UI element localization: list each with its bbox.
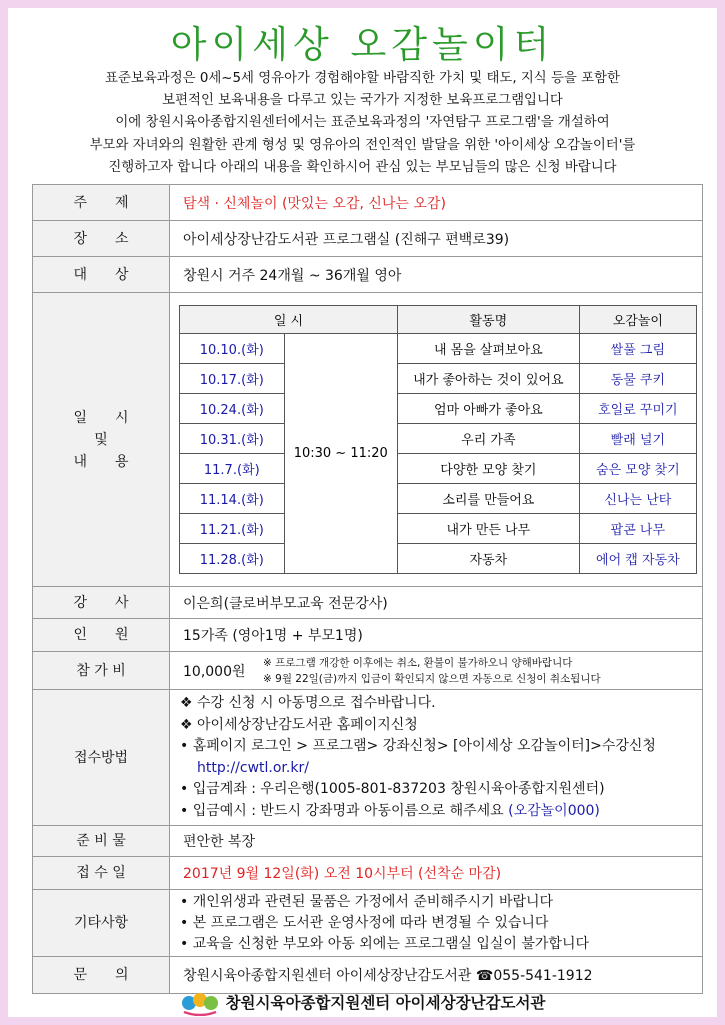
schedule-play: 동물 쿠키	[579, 364, 696, 394]
schedule-date: 11.28.(화)	[180, 544, 285, 574]
etc-line: • 개인위생과 관련된 물품은 가정에서 준비해주시기 바랍니다	[180, 893, 554, 910]
schedule-date: 10.24.(화)	[180, 394, 285, 424]
schedule-date: 11.14.(화)	[180, 484, 285, 514]
schedule-row	[180, 364, 697, 394]
schedule-label: 일 시 및 내 용	[33, 293, 170, 586]
schedule-play: 쌀풀 그림	[579, 334, 696, 364]
instructor-label: 강 사	[33, 587, 170, 618]
schedule-row	[180, 454, 697, 484]
page-title: 아이세상 오감놀이터	[170, 23, 555, 66]
contact-label: 문 의	[33, 957, 170, 993]
capacity-label: 인 원	[33, 619, 170, 651]
intro-line: 이에 창원시육아종합지원센터에서는 표준보육과정의 '자연탐구 프로그램'을 개설하여	[115, 115, 610, 131]
row-subject	[33, 185, 702, 221]
prepare-value: 편안한 복장	[183, 834, 256, 850]
method-line: ❖ 아이세상장난감도서관 홈페이지신청	[180, 716, 418, 733]
apply-date-value: 2017년 9월 12일(화) 오전 10시부터 (선착순 마감)	[183, 866, 502, 882]
center-logo-icon	[180, 988, 220, 1016]
target-label: 대 상	[33, 257, 170, 292]
contact-value: 창원시육아종합지원센터 아이세상장난감도서관 ☎055-541-1912	[183, 968, 593, 984]
schedule-time: 10:30 ~ 11:20	[284, 334, 397, 574]
row-schedule	[33, 293, 702, 587]
intro-line: 보편적인 보육내용을 다루고 있는 국가가 지정한 보육프로그램입니다	[162, 93, 563, 109]
place-label: 장 소	[33, 221, 170, 256]
instructor-value: 이은희(클로버부모교육 전문강사)	[183, 595, 388, 612]
schedule-play: 신나는 난타	[579, 484, 696, 514]
prepare-label: 준 비 물	[33, 826, 170, 856]
homepage-link[interactable]: http://cwtl.or.kr/	[197, 759, 309, 776]
schedule-header-datetime: 일 시	[180, 306, 398, 334]
schedule-row	[180, 394, 697, 424]
etc-label: 기타사항	[33, 890, 170, 956]
row-target	[33, 257, 702, 293]
fee-label: 참 가 비	[33, 652, 170, 689]
row-fee	[33, 652, 702, 690]
place-value: 아이세상장난감도서관 프로그램실 (진해구 편백로39)	[183, 231, 510, 248]
schedule-header-play: 오감놀이	[579, 306, 696, 334]
schedule-activity: 엄마 아빠가 좋아요	[397, 394, 579, 424]
method-line: • 홈페이지 로그인 > 프로그램> 강좌신청> [아이세상 오감놀이터]>수강신청	[180, 738, 656, 754]
method-label: 접수방법	[33, 690, 170, 825]
schedule-activity: 다양한 모양 찾기	[397, 454, 579, 484]
row-place	[33, 221, 702, 257]
intro-line: 부모와 자녀와의 원활한 관계 형성 및 영유아의 전인적인 발달을 위한 '아이세상 오감놀이터'를	[89, 137, 636, 153]
etc-line: • 교육을 신청한 부모와 아동 외에는 프로그램실 입실이 불가합니다	[180, 935, 590, 952]
info-table	[32, 184, 703, 994]
apply-date-label: 접 수 일	[33, 857, 170, 889]
intro-line: 진행하고자 합니다 아래의 내용을 확인하시어 관심 있는 부모님들의 많은 신청 바랍니다	[108, 159, 617, 175]
fee-value: 10,000원	[183, 663, 246, 680]
schedule-row	[180, 484, 697, 514]
row-prepare	[33, 826, 702, 857]
schedule-play: 숨은 모양 찾기	[579, 454, 696, 484]
capacity-value: 15가족 (영아1명 + 부모1명)	[183, 628, 363, 644]
fee-note-refund: ※ 프로그램 개강한 이후에는 취소, 환불이 불가하오니 양해바랍니다	[263, 656, 573, 669]
schedule-date: 10.31.(화)	[180, 424, 285, 454]
schedule-play: 호일로 꾸미기	[579, 394, 696, 424]
schedule-activity: 내 몸을 살펴보아요	[397, 334, 579, 364]
schedule-header-activity: 활동명	[397, 306, 579, 334]
schedule-date: 11.21.(화)	[180, 514, 285, 544]
intro-line: 표준보육과정은 0세~5세 영유아가 경험해야할 바람직한 가치 및 태도, 지식 등을 포함한	[105, 71, 620, 86]
schedule-row	[180, 334, 697, 364]
method-line: • 입금계좌 : 우리은행(1005-801-837203 창원시육아종합지원센터)	[180, 781, 605, 797]
schedule-row	[180, 424, 697, 454]
schedule-table	[179, 305, 697, 574]
footer	[8, 988, 717, 1016]
schedule-activity: 소리를 만들어요	[397, 484, 579, 514]
schedule-row	[180, 514, 697, 544]
etc-line: • 본 프로그램은 도서관 운영사정에 따라 변경될 수 있습니다	[180, 914, 549, 931]
method-line: • 입금예시 : 반드시 강좌명과 아동이름으로 해주세요	[180, 802, 509, 819]
intro-text	[8, 68, 717, 179]
flyer-page	[8, 8, 717, 1017]
schedule-date: 10.17.(화)	[180, 364, 285, 394]
schedule-date: 11.7.(화)	[180, 454, 285, 484]
schedule-activity: 내가 좋아하는 것이 있어요	[397, 364, 579, 394]
schedule-play: 팝콘 나무	[579, 514, 696, 544]
row-capacity	[33, 619, 702, 652]
method-example: (오감놀이000)	[508, 802, 600, 819]
subject-value: 탐색 · 신체놀이 (맛있는 오감, 신나는 오감)	[183, 195, 446, 212]
target-value: 창원시 거주 24개월 ~ 36개월 영아	[183, 267, 402, 284]
schedule-activity: 자동차	[397, 544, 579, 574]
row-method	[33, 690, 702, 826]
schedule-play: 빨래 널기	[579, 424, 696, 454]
method-line: ❖ 수강 신청 시 아동명으로 접수바랍니다.	[180, 695, 436, 711]
row-etc	[33, 890, 702, 957]
schedule-row	[180, 544, 697, 574]
fee-note-deadline: ※ 9월 22일(금)까지 입금이 확인되지 않으면 자동으로 신청이 취소됩니다	[263, 672, 601, 685]
footer-organization: 창원시육아종합지원센터 아이세상장난감도서관	[225, 994, 546, 1012]
schedule-play: 에어 캡 자동차	[579, 544, 696, 574]
subject-label: 주 제	[33, 185, 170, 220]
schedule-activity: 내가 만든 나무	[397, 514, 579, 544]
row-instructor	[33, 587, 702, 619]
row-apply-date	[33, 857, 702, 890]
schedule-activity: 우리 가족	[397, 424, 579, 454]
schedule-date: 10.10.(화)	[180, 334, 285, 364]
